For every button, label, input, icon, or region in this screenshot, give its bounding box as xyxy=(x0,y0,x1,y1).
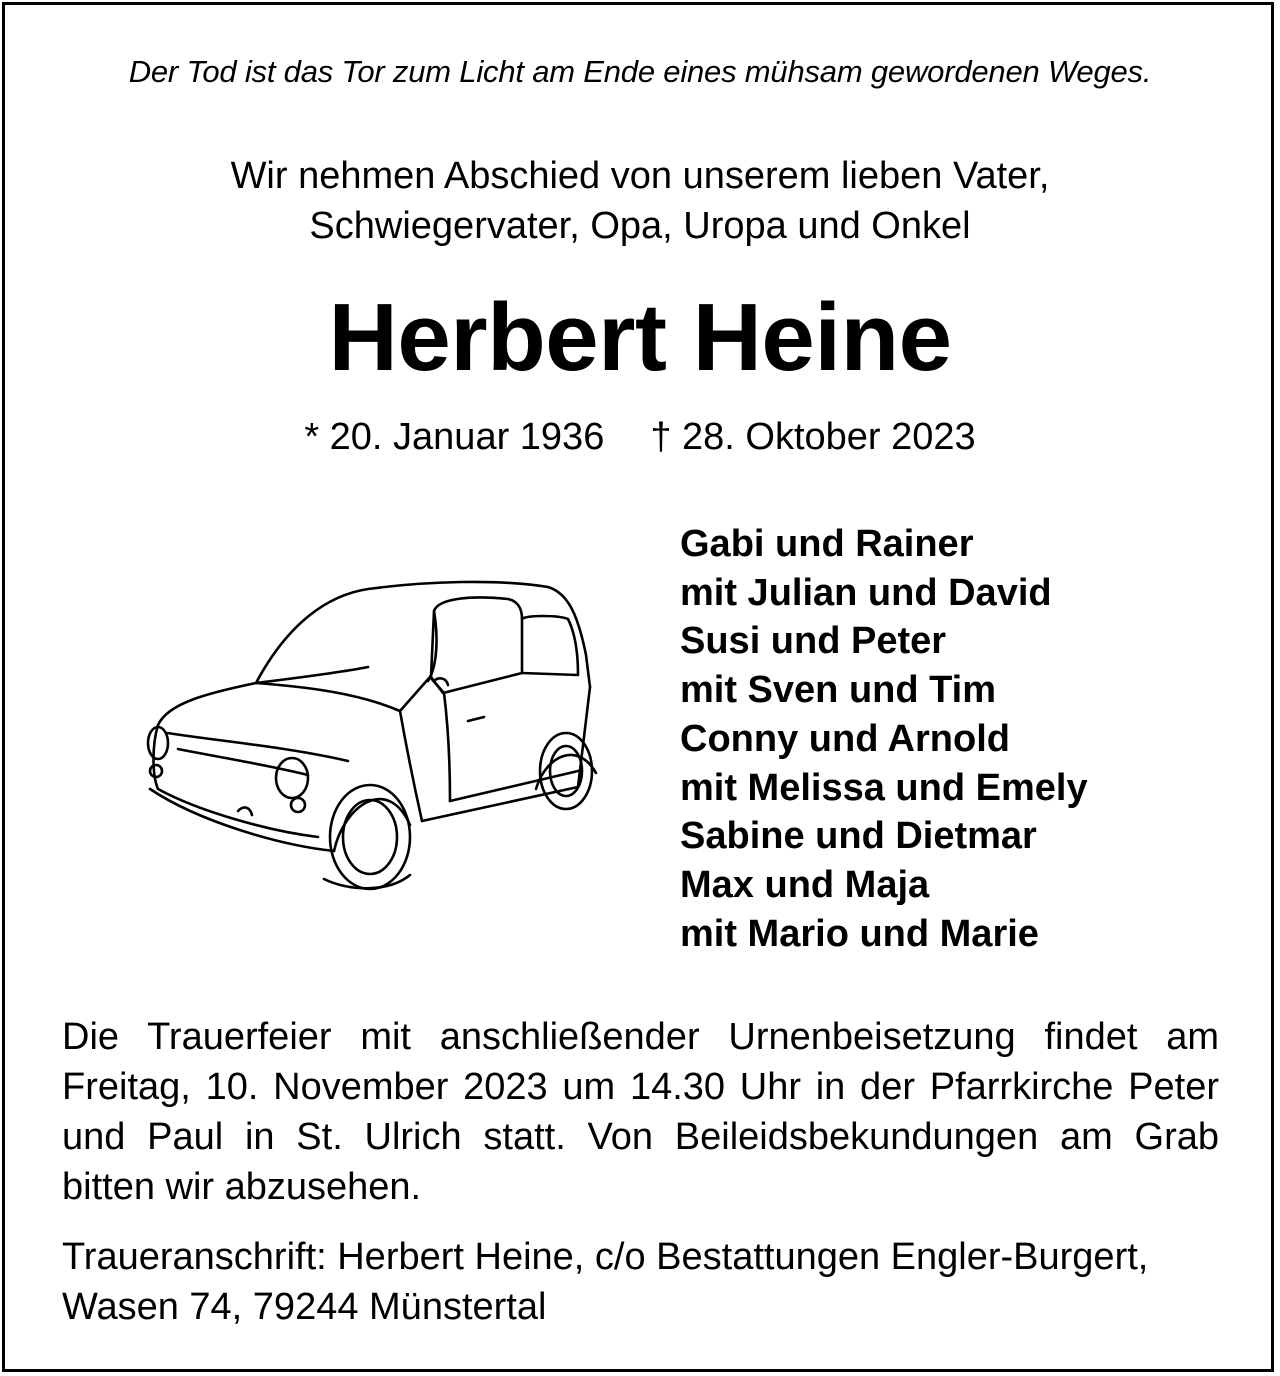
motto: Der Tod ist das Tor zum Licht am Ende eines mühsam gewordenen Weges. xyxy=(128,54,1152,89)
deceased-name: Herbert Heine xyxy=(328,284,952,391)
ceremony-text: Die Trauerfeier mit anschließender Urnenbeisetzung findet am Freitag, 10. November 2023 um 14.30 Uhr in der Pfarrkirche Peter und Paul in St. Ulrich statt. Von Beileidsbekundungen am Grab bitten wir abzusehen. xyxy=(62,1016,1219,1208)
mourner-line: Gabi und Rainer xyxy=(680,523,974,565)
mourner-line: Max und Maja xyxy=(680,863,930,906)
mourner-line: mit Mario und Marie xyxy=(680,912,1039,955)
mourner-line: Conny und Arnold xyxy=(680,717,1010,760)
address-line: Traueranschrift: Herbert Heine, c/o Bestattungen Engler-Burgert, xyxy=(62,1236,1149,1278)
intro-line: Schwiegervater, Opa, Uropa und Onkel xyxy=(309,205,971,247)
mourning-address xyxy=(62,1232,1219,1332)
mourner-line: Susi und Peter xyxy=(680,620,947,663)
mourner-line: mit Melissa und Emely xyxy=(680,766,1088,809)
mourner-line: mit Julian und David xyxy=(680,571,1052,614)
car-drawing-icon xyxy=(138,575,608,895)
mourners-list xyxy=(680,520,1088,958)
intro-line: Wir nehmen Abschied von unserem lieben Vater, xyxy=(230,155,1050,197)
birth-date: * 20. Januar 1936 xyxy=(304,416,605,458)
address-line: Wasen 74, 79244 Münstertal xyxy=(62,1286,547,1328)
intro-text xyxy=(0,151,1280,251)
mourner-line: mit Sven und Tim xyxy=(680,669,997,712)
mourner-line: Sabine und Dietmar xyxy=(680,815,1037,858)
death-date: † 28. Oktober 2023 xyxy=(650,416,976,458)
life-dates xyxy=(0,416,1280,459)
